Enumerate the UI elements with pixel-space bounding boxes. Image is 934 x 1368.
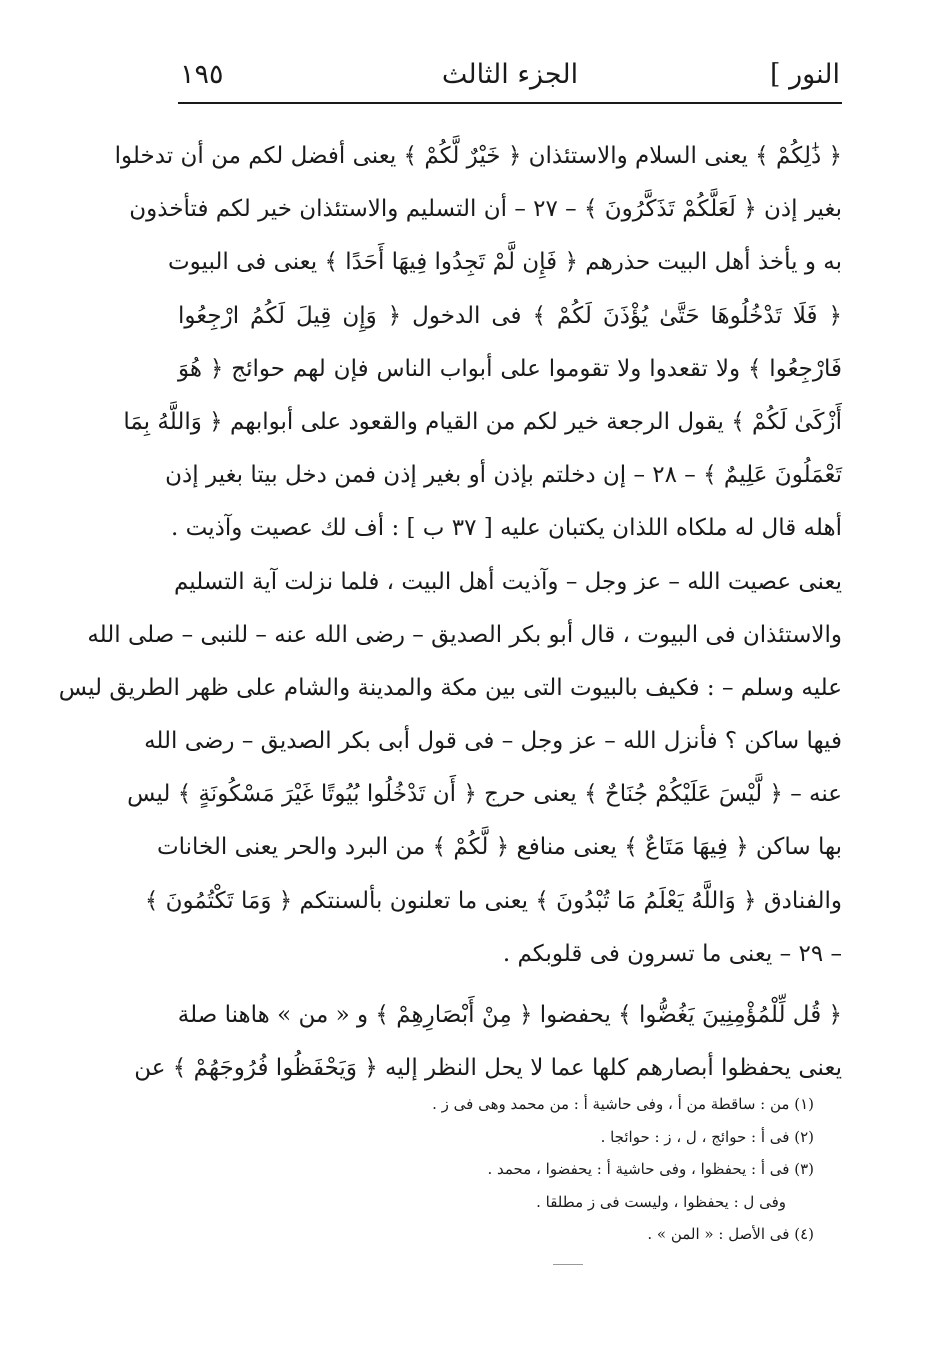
text-line: أهله قال له ملكاه اللذان يكتبان عليه [ ٣٧ ب ] : أف لك عصيت وآذيت .	[171, 515, 842, 542]
text-line: ﴿ قُل لِّلْمُؤْمِنِينَ يَغُضُّوا ﴾ يحفضوا ﴿ مِنْ أَبْصَارِهِمْ ﴾ و « من » هاهنا صلة	[177, 1002, 842, 1028]
end-mark	[553, 1264, 583, 1265]
text-line: والاستئذان فى البيوت ، قال أبو بكر الصديق – رضى الله عنه – للنبى – صلى الله	[87, 621, 842, 648]
page-number: ١٩٥	[180, 59, 224, 90]
text-line: يعنى عصيت الله – عز وجل – وآذيت أهل البيت ، فلما نزلت آية التسليم	[173, 568, 842, 595]
text-line: عنه – ﴿ لَّيْسَ عَلَيْكُمْ جُنَاحٌ ﴾ يعنى حرج ﴿ أَن تَدْخُلُوا بُيُوتًا غَيْرَ مَسْكُونَةٍ ﴾ ليس	[127, 781, 842, 808]
text-line: به و يأخذ أهل البيت حذرهم ﴿ فَإِن لَّمْ تَجِدُوا فِيهَا أَحَدًا ﴾ يعنى فى البيوت	[167, 249, 842, 276]
footnote-continuation: وفى ل : يحفظوا ، وليست فى ز مطلقا .	[536, 1192, 786, 1211]
footnote: (٣) فى أ : يحفظوا ، وفى حاشية أ : يحفضوا ، محمد .	[487, 1160, 814, 1178]
text-line: بها ساكن ﴿ فِيهَا مَتَاعٌ ﴾ يعنى منافع ﴿ لَّكُمْ ﴾ من البرد والحر يعنى الخانات	[156, 834, 842, 861]
footnote: (١) من : ساقطة من أ ، وفى حاشية أ : من محمد وهى فى ز .	[432, 1095, 814, 1113]
part-title: الجزء الثالث	[441, 59, 579, 90]
text-line: والفنادق ﴿ وَاللَّهُ يَعْلَمُ مَا تُبْدُونَ ﴾ يعنى ما تعلنون بألسنتكم ﴿ وَمَا تَكْتُمُونَ ﴾	[144, 887, 842, 914]
footnote: (٢) فى أ : حوائج ، ل ، ز : حوائجا .	[600, 1127, 814, 1146]
surah-title: النور ]	[770, 59, 840, 90]
text-line: تَعْمَلُونَ عَلِيمٌ ﴾ – ٢٨ – إن دخلتم بإذن أو بغير إذن فمن دخل بيتا بغير إذن	[165, 462, 842, 489]
text-line: فيها ساكن ؟ فأنزل الله – عز وجل – فى قول أبى بكر الصديق – رضى الله	[144, 728, 842, 755]
text-line: عليه وسلم – : فكيف بالبيوت التى بين مكة والمدينة والشام على ظهر الطريق ليس	[58, 674, 842, 701]
footnote: (٤) فى الأصل : « المن » .	[647, 1225, 814, 1243]
text-line: يعنى يحفظوا أبصارهم كلها عما لا يحل النظر إليه ﴿ وَيَحْفَظُوا فُرُوجَهُمْ ﴾ عن	[134, 1055, 842, 1082]
header-rule	[178, 102, 842, 104]
footnotes	[394, 1088, 814, 1251]
running-header	[180, 58, 840, 102]
text-line: أَزْكَىٰ لَكُمْ ﴾ يقول الرجعة خير لكم من القيام والقعود على أبوابهم ﴿ وَاللَّهُ بِمَا	[123, 408, 842, 435]
text-line: فَارْجِعُوا ﴾ ولا تقعدوا ولا تقوموا على أبواب الناس فإن لهم حوائج ﴿ هُوَ	[178, 355, 842, 382]
text-line: بغير إذن ﴿ لَعَلَّكُمْ تَذَكَّرُونَ ﴾ – ٢٧ – أن التسليم والاستئذان خير لكم فتأخذون	[129, 196, 842, 223]
main-text	[58, 130, 842, 1095]
text-line: ﴿ ذَٰلِكُمْ ﴾ يعنى السلام والاستئذان ﴿ خَيْرٌ لَّكُمْ ﴾ يعنى أفضل لكم من أن تدخلوا	[114, 143, 842, 169]
text-line: – ٢٩ – يعنى ما تسرون فى قلوبكم .	[502, 940, 842, 967]
text-line: ﴿ فَلَا تَدْخُلُوهَا حَتَّىٰ يُؤْذَنَ لَكُمْ ﴾ فى الدخول ﴿ وَإِن قِيلَ لَكُمُ ارْجِعُوا	[178, 302, 842, 329]
